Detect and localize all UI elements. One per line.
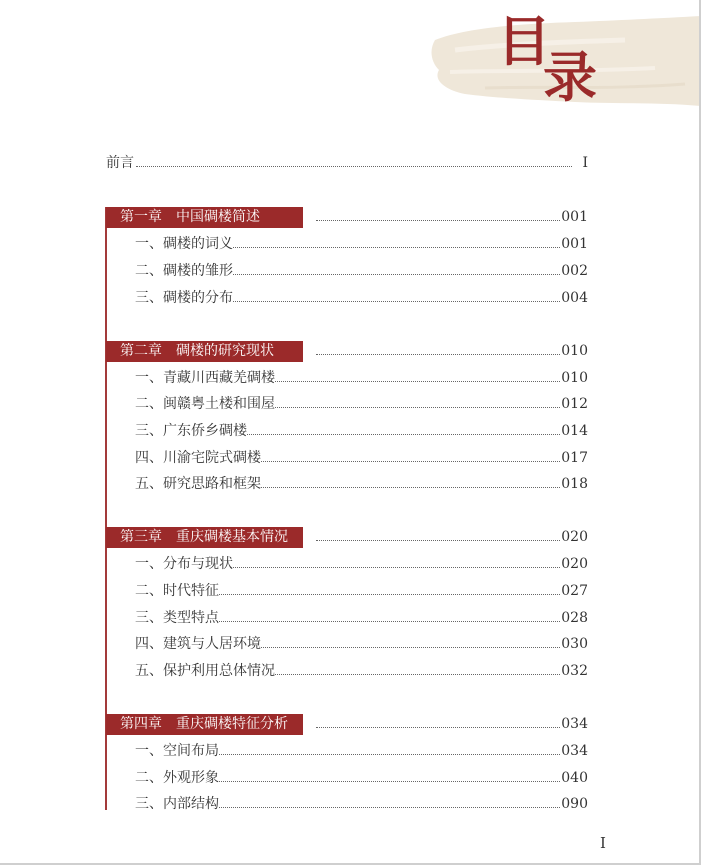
entry-label: 三、内部结构 [135, 796, 219, 812]
entry-page: 018 [561, 476, 588, 492]
chapter-title-bar-2[interactable]: 第二章 碉楼的研究现状 [106, 341, 303, 362]
toc-entry-section[interactable] [106, 741, 588, 761]
entry-page: 030 [561, 636, 588, 652]
toc-entry-chapter-4[interactable] [106, 714, 588, 734]
entry-label: 二、外观形象 [135, 770, 219, 786]
toc-entry-section[interactable] [106, 768, 588, 788]
entry-label: 二、碉楼的雏形 [135, 263, 233, 279]
entry-page: 017 [561, 450, 588, 466]
entry-page: 001 [561, 209, 588, 225]
entry-page: 010 [561, 370, 588, 386]
toc-entry-chapter-1[interactable] [106, 207, 588, 227]
entry-label: 二、时代特征 [135, 583, 219, 599]
toc-entry-section[interactable] [106, 661, 588, 681]
toc-entry-section[interactable] [106, 474, 588, 494]
dot-leader [219, 621, 560, 622]
toc-entry-section[interactable] [106, 421, 588, 441]
entry-page: 090 [561, 796, 588, 812]
entry-page: I [582, 155, 588, 171]
dot-leader [316, 220, 560, 221]
toc-entry-section[interactable] [106, 234, 588, 254]
entry-label: 四、川渝宅院式碉楼 [135, 450, 261, 466]
dot-leader [261, 461, 560, 462]
entry-page: 032 [561, 663, 588, 679]
toc-entry-section[interactable] [106, 448, 588, 468]
dot-leader [219, 781, 560, 782]
dot-leader [261, 647, 560, 648]
entry-page: 014 [561, 423, 588, 439]
chapter-title-bar-4[interactable]: 第四章 重庆碉楼特征分析 [106, 714, 303, 735]
toc-entry-section[interactable] [106, 394, 588, 414]
entry-page: 020 [561, 556, 588, 572]
toc-entry-section[interactable] [106, 368, 588, 388]
chapter-title-bar-3[interactable]: 第三章 重庆碉楼基本情况 [106, 527, 303, 548]
entry-page: 034 [561, 716, 588, 732]
entry-label: 三、碉楼的分布 [135, 290, 233, 306]
dot-leader [219, 807, 560, 808]
dot-leader [275, 674, 560, 675]
entry-label: 一、空间布局 [135, 743, 219, 759]
entry-page: 004 [561, 290, 588, 306]
toc-entry-section[interactable] [106, 554, 588, 574]
entry-label: 一、青藏川西藏羌碉楼 [135, 370, 275, 386]
entry-page: 002 [561, 263, 588, 279]
dot-leader [233, 247, 560, 248]
toc-entry-section[interactable] [106, 608, 588, 628]
entry-label: 四、建筑与人居环境 [135, 636, 261, 652]
dot-leader [316, 727, 560, 728]
toc-entry-section[interactable] [106, 581, 588, 601]
entry-page: 020 [561, 529, 588, 545]
footer-page-number: I [600, 834, 606, 852]
entry-page: 010 [561, 343, 588, 359]
dot-leader [275, 381, 560, 382]
dot-leader [219, 594, 560, 595]
entry-label: 二、闽赣粤土楼和围屋 [135, 396, 275, 412]
dot-leader [136, 166, 572, 167]
dot-leader [219, 754, 560, 755]
entry-page: 028 [561, 610, 588, 626]
entry-page: 001 [561, 236, 588, 252]
entry-page: 040 [561, 770, 588, 786]
entry-label: 三、广东侨乡碉楼 [135, 423, 247, 439]
dot-leader [316, 540, 560, 541]
toc-entry-section[interactable] [106, 634, 588, 654]
title-char-2: 录 [543, 45, 597, 109]
page-title [497, 9, 617, 109]
entry-label: 五、研究思路和框架 [135, 476, 261, 492]
entry-label: 一、分布与现状 [135, 556, 233, 572]
dot-leader [275, 407, 560, 408]
entry-label: 三、类型特点 [135, 610, 219, 626]
dot-leader [233, 301, 560, 302]
entry-label: 五、保护利用总体情况 [135, 663, 275, 679]
toc-entry-section[interactable] [106, 261, 588, 281]
dot-leader [233, 567, 560, 568]
dot-leader [247, 434, 560, 435]
dot-leader [316, 354, 560, 355]
toc-entry-preface[interactable] [106, 153, 588, 173]
chapter-title-bar-1[interactable]: 第一章 中国碉楼简述 [106, 207, 303, 228]
dot-leader [233, 274, 560, 275]
toc-entry-section[interactable] [106, 794, 588, 814]
entry-label: 一、碉楼的词义 [135, 236, 233, 252]
entry-page: 027 [561, 583, 588, 599]
toc-entry-section[interactable] [106, 288, 588, 308]
title-char-1: 目 [497, 9, 551, 73]
entry-page: 012 [561, 396, 588, 412]
dot-leader [261, 487, 560, 488]
toc-entry-chapter-3[interactable] [106, 527, 588, 547]
entry-label: 前言 [106, 155, 134, 171]
entry-page: 034 [561, 743, 588, 759]
toc-entry-chapter-2[interactable] [106, 341, 588, 361]
